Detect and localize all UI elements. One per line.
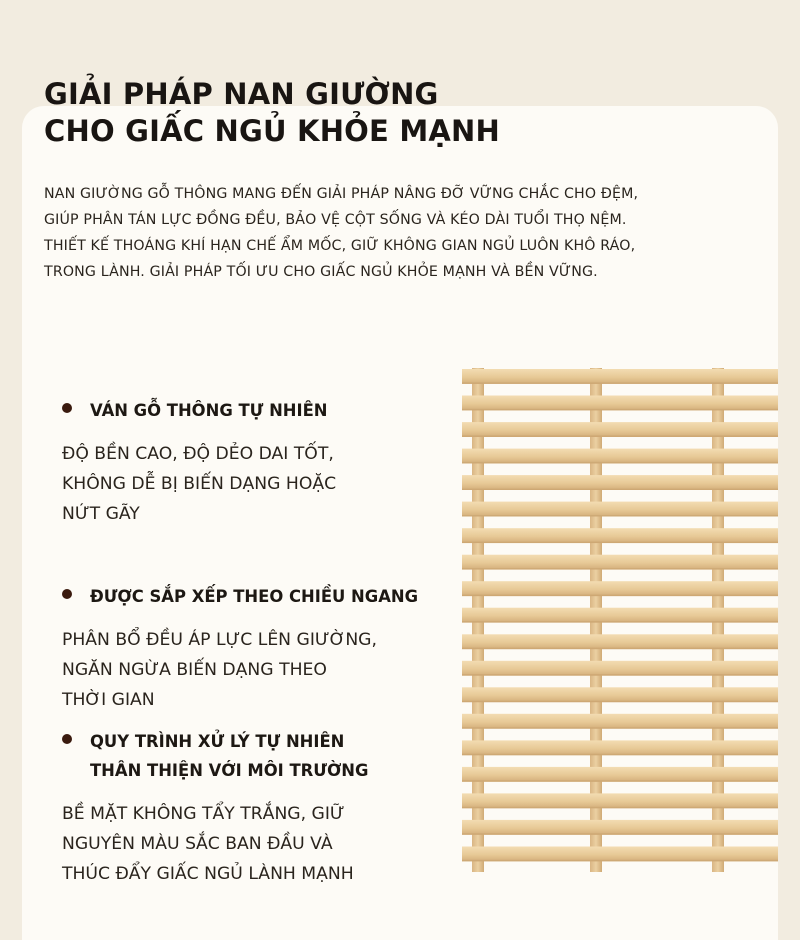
feature-description xyxy=(62,799,462,889)
intro-line: GIÚP PHÂN TÁN LỰC ĐỒNG ĐỀU, BẢO VỆ CỘT SỐNG VÀ KÉO DÀI TUỔI THỌ NỆM. xyxy=(44,212,627,228)
wood-slat xyxy=(462,502,778,517)
slat-edge-shadow xyxy=(462,754,778,756)
feature-heading xyxy=(62,727,462,785)
bed-slats-image xyxy=(462,368,778,872)
wood-slat xyxy=(462,793,778,808)
page-title xyxy=(44,76,500,150)
slat-edge-shadow xyxy=(462,382,778,384)
feature-description-line: THÚC ĐẨY GIẤC NGỦ LÀNH MẠNH xyxy=(62,864,354,884)
feature-description-line: BỀ MẶT KHÔNG TẨY TRẮNG, GIỮ xyxy=(62,804,345,824)
feature-heading xyxy=(62,396,462,425)
feature-description-line: PHÂN BỔ ĐỀU ÁP LỰC LÊN GIƯỜNG, xyxy=(62,630,377,650)
slat-edge-shadow xyxy=(462,701,778,703)
feature-natural-process xyxy=(62,727,462,889)
feature-title-line: ĐƯỢC SẮP XẾP THEO CHIỀU NGANG xyxy=(90,587,419,606)
feature-title-line: VÁN GỖ THÔNG TỰ NHIÊN xyxy=(90,401,328,420)
wood-slat xyxy=(462,422,778,437)
slat-edge-shadow xyxy=(462,462,778,464)
feature-title xyxy=(90,727,462,785)
wood-slat xyxy=(462,820,778,835)
wood-slat xyxy=(462,634,778,649)
feature-title xyxy=(90,582,462,611)
page-title-line-1: GIẢI PHÁP NAN GIƯỜNG xyxy=(44,77,439,111)
feature-description xyxy=(62,625,462,715)
wood-slat xyxy=(462,661,778,676)
feature-description-line: THỜI GIAN xyxy=(62,690,155,710)
intro-line: TRONG LÀNH. GIẢI PHÁP TỐI ƯU CHO GIẤC NGỦ KHỎE MẠNH VÀ BỀN VỮNG. xyxy=(44,264,598,280)
feature-title-line: QUY TRÌNH XỬ LÝ TỰ NHIÊN xyxy=(90,732,345,751)
wood-slat xyxy=(462,396,778,411)
wood-slat xyxy=(462,740,778,755)
slat-edge-shadow xyxy=(462,568,778,570)
bullet-dot-icon xyxy=(62,734,72,744)
feature-natural-pine xyxy=(62,396,462,529)
feature-description-line: NGUYÊN MÀU SẮC BAN ĐẦU VÀ xyxy=(62,834,333,854)
slat-edge-shadow xyxy=(462,648,778,650)
slat-edge-shadow xyxy=(462,435,778,437)
feature-description-line: ĐỘ BỀN CAO, ĐỘ DẺO DAI TỐT, xyxy=(62,444,334,464)
wood-slat xyxy=(462,475,778,490)
slat-edge-shadow xyxy=(462,595,778,597)
slat-edge-shadow xyxy=(462,727,778,729)
intro-line: THIẾT KẾ THOÁNG KHÍ HẠN CHẾ ẨM MỐC, GIỮ KHÔNG GIAN NGỦ LUÔN KHÔ RÁO, xyxy=(44,238,636,254)
slat-edge-shadow xyxy=(462,674,778,676)
feature-description-line: NGĂN NGỪA BIẾN DẠNG THEO xyxy=(62,660,327,680)
feature-horizontal-arrangement xyxy=(62,582,462,715)
wood-slat xyxy=(462,528,778,543)
bullet-dot-icon xyxy=(62,589,72,599)
wood-slat xyxy=(462,687,778,702)
wood-slat xyxy=(462,608,778,623)
slat-edge-shadow xyxy=(462,860,778,862)
feature-description-line: KHÔNG DỄ BỊ BIẾN DẠNG HOẶC xyxy=(62,474,337,494)
wood-slat xyxy=(462,449,778,464)
slat-edge-shadow xyxy=(462,409,778,411)
slat-edge-shadow xyxy=(462,807,778,809)
wood-slat xyxy=(462,369,778,384)
bullet-dot-icon xyxy=(62,403,72,413)
intro-line: NAN GIƯỜNG GỖ THÔNG MANG ĐẾN GIẢI PHÁP NÂNG ĐỠ VỮNG CHẮC CHO ĐỆM, xyxy=(44,186,639,202)
wood-slat xyxy=(462,847,778,862)
slat-edge-shadow xyxy=(462,780,778,782)
page-title-line-2: CHO GIẤC NGỦ KHỎE MẠNH xyxy=(44,114,500,148)
slat-edge-shadow xyxy=(462,542,778,544)
feature-title xyxy=(90,396,462,425)
feature-description xyxy=(62,439,462,529)
wood-slat xyxy=(462,581,778,596)
wood-slat xyxy=(462,555,778,570)
slat-edge-shadow xyxy=(462,621,778,623)
slat-edge-shadow xyxy=(462,489,778,491)
slat-edge-shadow xyxy=(462,515,778,517)
intro-paragraph xyxy=(44,181,764,285)
feature-description-line: NỨT GÃY xyxy=(62,504,140,524)
slat-edge-shadow xyxy=(462,833,778,835)
wood-slat xyxy=(462,714,778,729)
feature-title-line: THÂN THIỆN VỚI MÔI TRƯỜNG xyxy=(90,761,369,780)
wood-slat xyxy=(462,767,778,782)
feature-heading xyxy=(62,582,462,611)
